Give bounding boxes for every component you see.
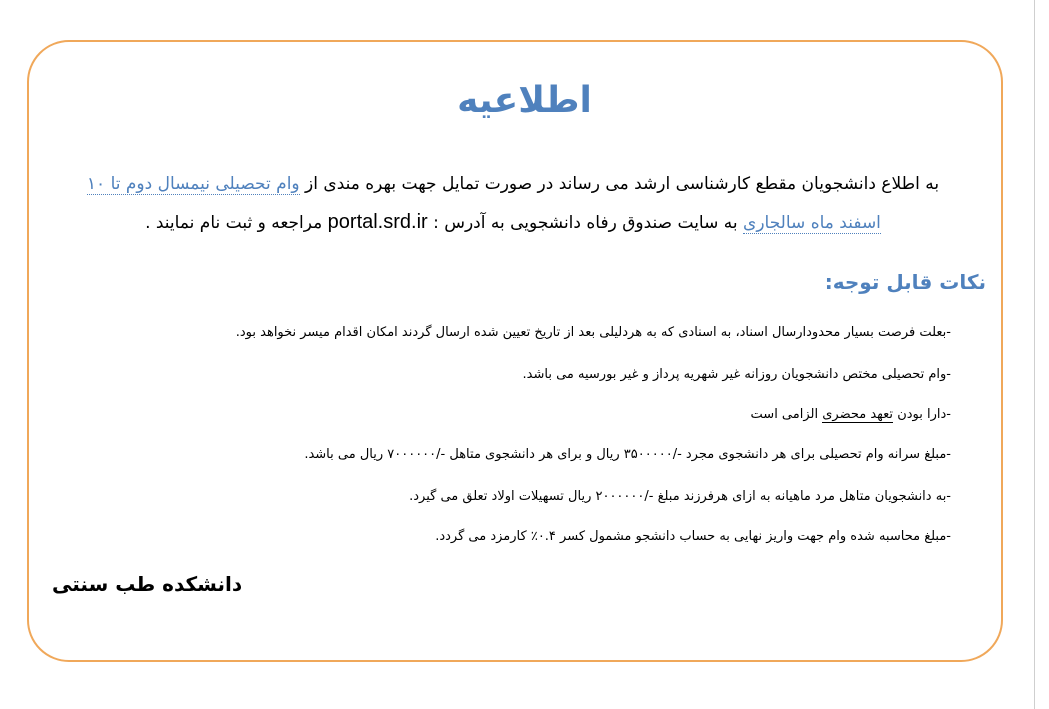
website-link[interactable]: portal.srd.ir (327, 211, 428, 233)
announcement-title: اطلاعیه (457, 80, 592, 121)
note-text: -دارا بودن (897, 407, 951, 422)
note-item (751, 405, 951, 425)
note-item: -مبلغ محاسبه شده وام جهت واریز نهایی به حساب دانشجو مشمول کسر ۰.۴٪ کارمزد می گردد. (435, 529, 951, 544)
faculty-signature: دانشکده طب سنتی (52, 572, 243, 596)
note-item: -وام تحصیلی مختص دانشجویان روزانه غیر شهریه پرداز و غیر بورسیه می باشد. (522, 367, 951, 382)
note-item: -مبلغ سرانه وام تحصیلی برای هر دانشجوی مجرد -/۳۵۰۰۰۰۰ ریال و برای هر دانشجوی متاهل -/۷۰۰۰۰۰۰ ریال می باشد. (304, 447, 951, 462)
intro-text-part3: مراجعه و ثبت نام نمایند . (145, 213, 323, 233)
intro-highlight-month: اسفند ماه سالجاری (743, 213, 881, 233)
intro-text-part2: به سایت صندوق رفاه دانشجویی به آدرس : (433, 213, 738, 233)
note-text: الزامی است (750, 407, 819, 422)
note-item: -بعلت فرصت بسیار محدودارسال اسناد، به اسنادی که به هردلیلی بعد از تاریخ تعیین شده ارسال گردند امکان اقدام میسر نخواهد بود. (235, 325, 951, 340)
intro-paragraph (50, 165, 976, 242)
notes-heading: نکات قابل توجه: (824, 270, 986, 294)
intro-highlight-loan-deadline: وام تحصیلی نیمسال دوم تا ۱۰ (86, 174, 300, 194)
note-item: -به دانشجویان متاهل مرد ماهیانه به ازای هرفرزند مبلغ -/۲۰۰۰۰۰۰ ریال تسهیلات اولاد تعلق می گیرد. (409, 489, 951, 504)
intro-text-part1: به اطلاع دانشجویان مقطع کارشناسی ارشد می رساند در صورت تمایل جهت بهره مندی از (305, 174, 940, 194)
note-underlined-text: تعهد محضری (822, 407, 894, 422)
